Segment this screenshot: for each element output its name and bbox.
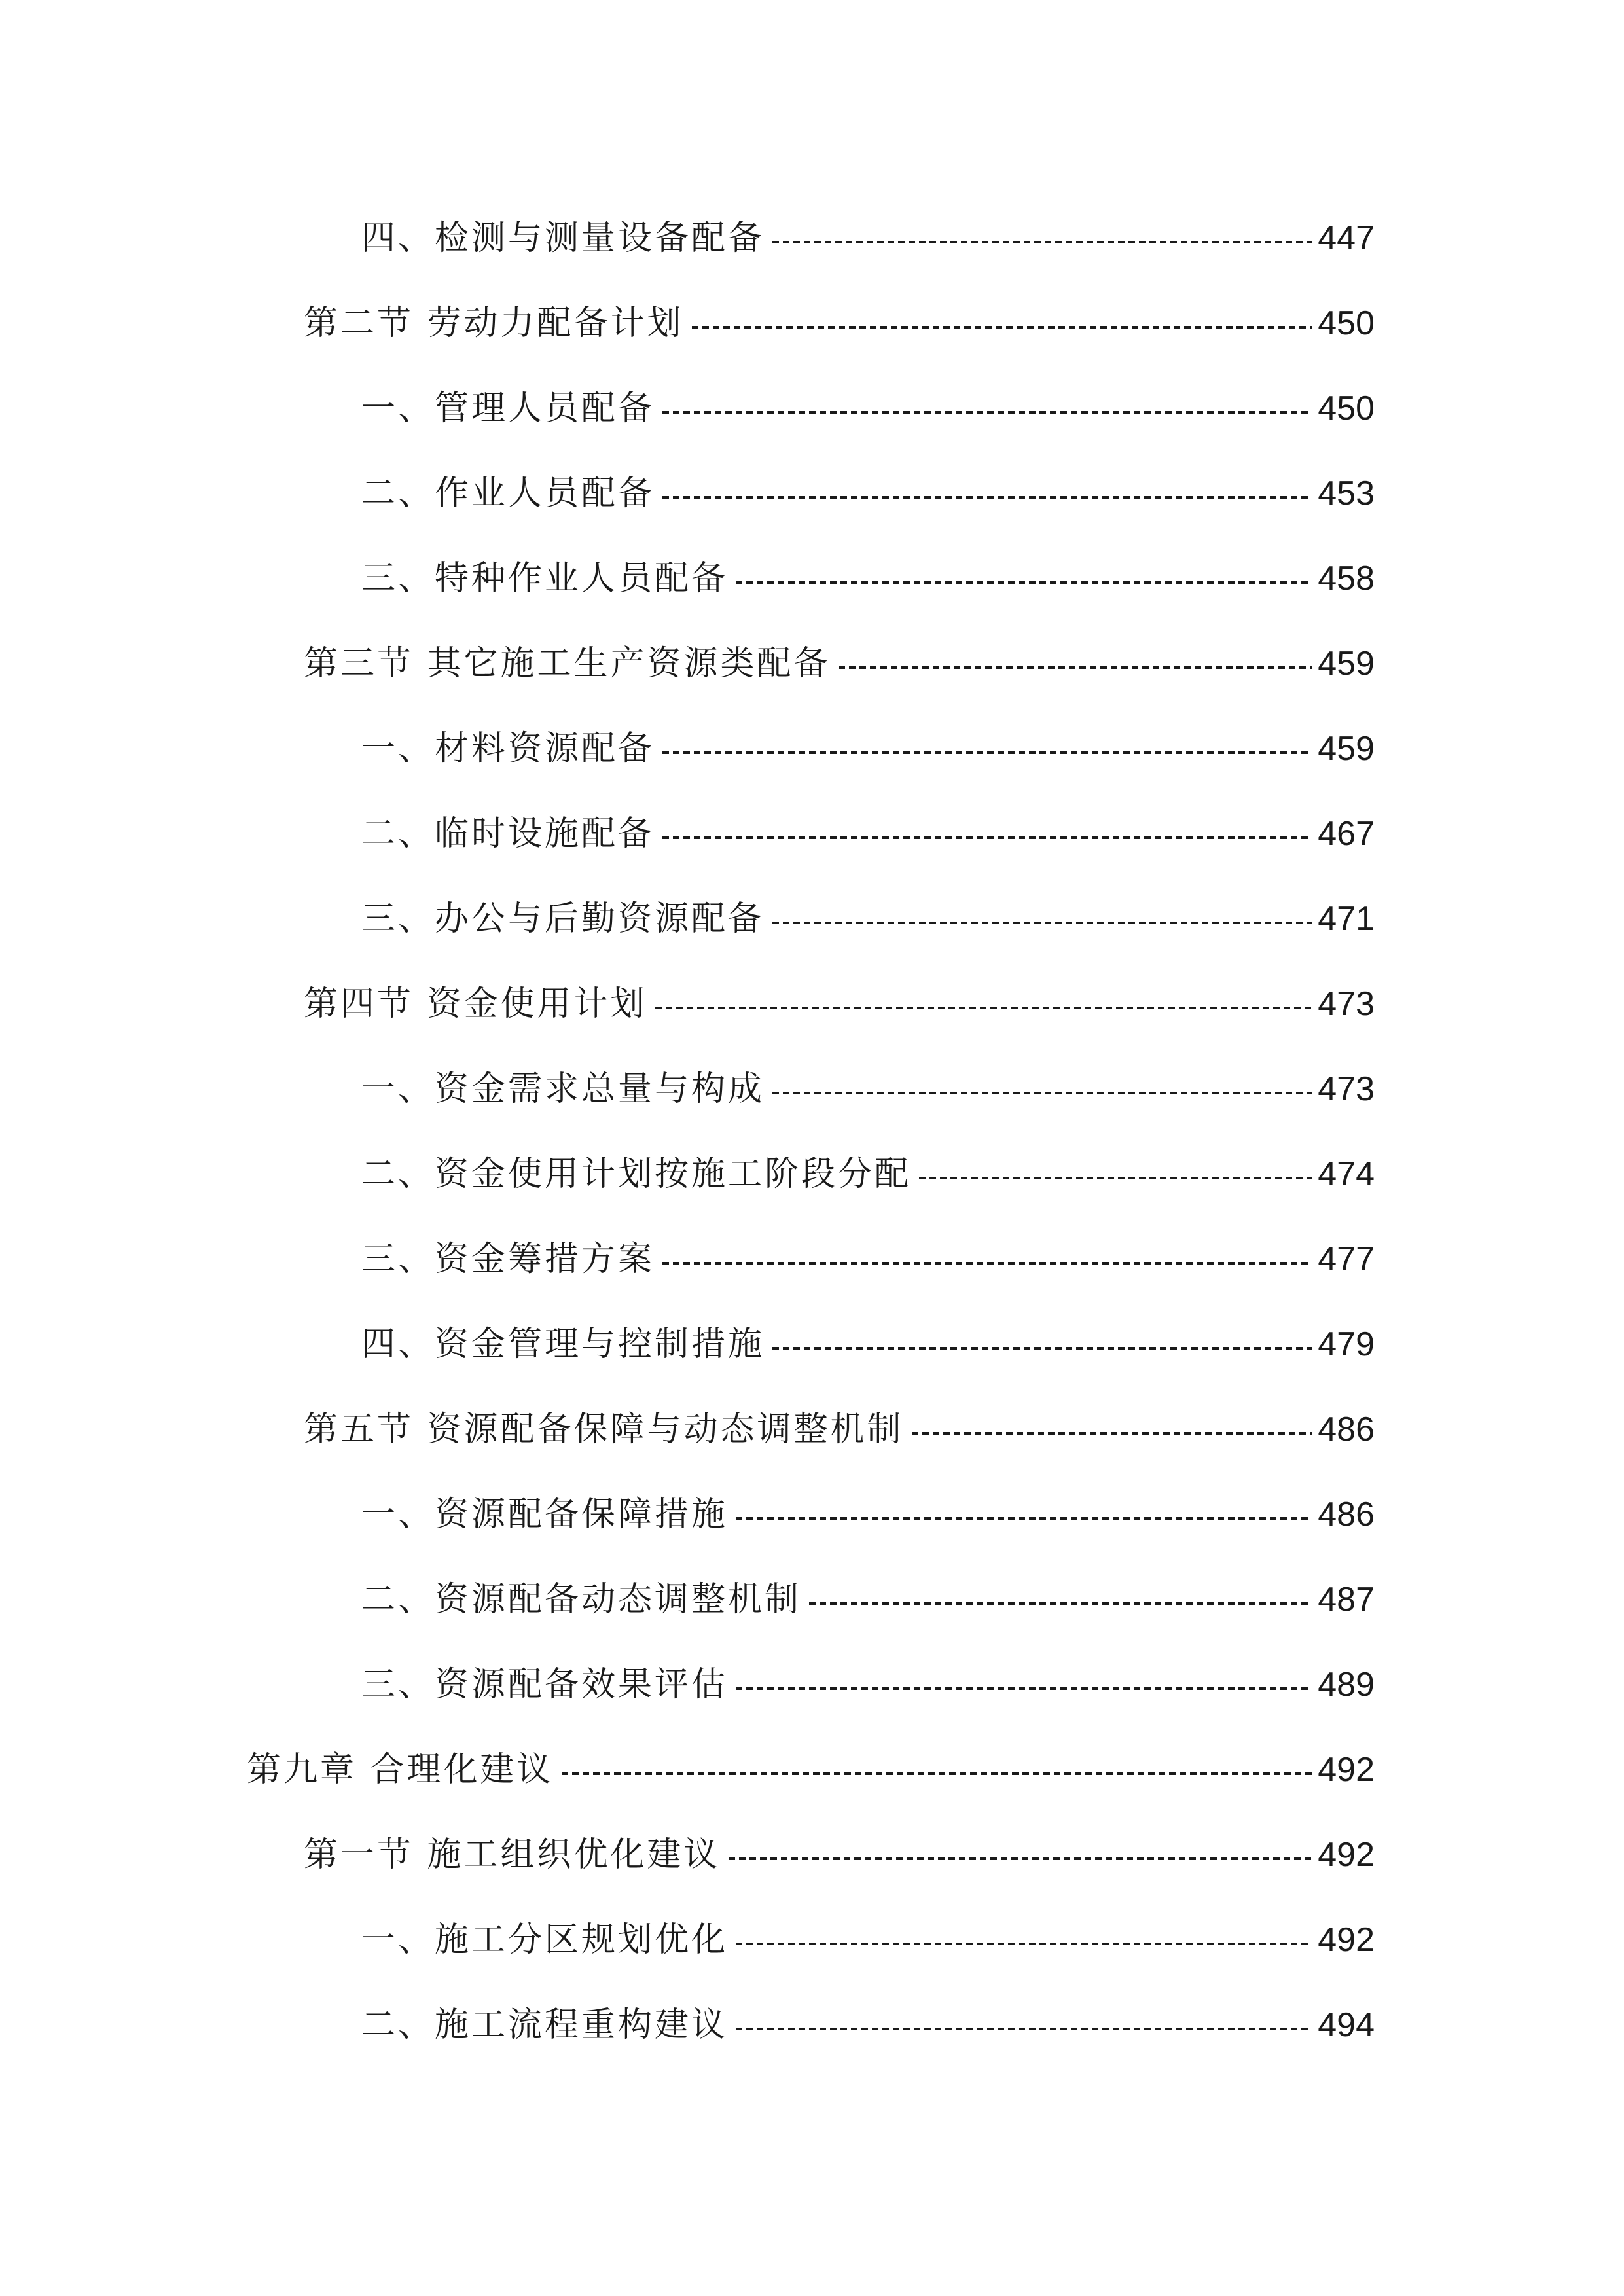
dot-leader [912, 1432, 1313, 1435]
toc-entry[interactable] [361, 888, 1375, 950]
dot-leader [736, 581, 1312, 584]
toc-page-number: 492 [1318, 1921, 1375, 1959]
dot-leader [736, 1517, 1312, 1520]
dot-leader [692, 326, 1313, 329]
dot-leader [772, 1347, 1312, 1350]
toc-entry[interactable] [304, 1398, 1375, 1461]
toc-entry[interactable] [361, 547, 1375, 610]
toc-entry[interactable] [361, 1228, 1375, 1291]
dot-leader [736, 1943, 1312, 1945]
toc-entry-title: 二、施工流程重构建议 [361, 2005, 729, 2045]
toc-page-number: 479 [1318, 1325, 1375, 1363]
toc-entry-title: 第九章 合理化建议 [247, 1750, 554, 1789]
toc-entry-title: 第二节 劳动力配备计划 [304, 304, 684, 343]
toc-entry-title: 二、作业人员配备 [361, 474, 655, 513]
toc-entry-title: 二、资源配备动态调整机制 [361, 1580, 802, 1619]
toc-entry-title: 第五节 资源配备保障与动态调整机制 [304, 1410, 904, 1449]
toc-entry[interactable] [361, 1994, 1375, 2056]
toc-entry-title: 四、资金管理与控制措施 [361, 1325, 765, 1364]
toc-page-number: 487 [1318, 1581, 1375, 1619]
dot-leader [655, 1007, 1313, 1009]
toc-entry-title: 三、办公与后勤资源配备 [361, 899, 765, 939]
toc-entry-title: 四、检测与测量设备配备 [361, 219, 765, 258]
toc-entry[interactable] [361, 802, 1375, 865]
toc-entry-title: 一、施工分区规划优化 [361, 1920, 729, 1960]
toc-entry[interactable] [361, 1909, 1375, 1971]
dot-leader [736, 1687, 1312, 1690]
toc-entry[interactable] [361, 377, 1375, 440]
dot-leader [736, 2028, 1312, 2030]
dot-leader [772, 1092, 1312, 1094]
toc-entry[interactable] [304, 973, 1375, 1035]
toc-entry-title: 二、临时设施配备 [361, 814, 655, 853]
toc-entry-title: 三、资金筹措方案 [361, 1240, 655, 1279]
toc-page-number: 453 [1318, 475, 1375, 512]
toc-page-number: 477 [1318, 1240, 1375, 1278]
toc-entry[interactable] [361, 1653, 1375, 1716]
toc-page-number: 458 [1318, 560, 1375, 598]
toc-entry-title: 第四节 资金使用计划 [304, 984, 647, 1024]
dot-leader [662, 836, 1312, 839]
toc-entry-title: 第一节 施工组织优化建议 [304, 1835, 721, 1874]
toc-page-number: 492 [1318, 1751, 1375, 1789]
toc-page-number: 459 [1318, 645, 1375, 683]
toc-page-number: 486 [1318, 1410, 1375, 1448]
toc-entry[interactable] [304, 292, 1375, 355]
toc-entry-title: 三、资源配备效果评估 [361, 1665, 729, 1704]
toc-page-number: 450 [1318, 304, 1375, 342]
toc-page-number: 471 [1318, 900, 1375, 938]
toc-entry[interactable] [361, 1568, 1375, 1631]
toc-entry[interactable] [304, 1823, 1375, 1886]
dot-leader [662, 1262, 1312, 1265]
toc-entry-title: 一、资金需求总量与构成 [361, 1069, 765, 1109]
toc-page-number: 489 [1318, 1666, 1375, 1704]
toc-page-number: 486 [1318, 1496, 1375, 1534]
toc-page-number: 473 [1318, 1070, 1375, 1108]
toc-entry-title: 第三节 其它施工生产资源类配备 [304, 644, 831, 683]
dot-leader [662, 496, 1312, 499]
toc-entry[interactable] [361, 1313, 1375, 1376]
toc-page-number: 473 [1318, 985, 1375, 1023]
toc-entry[interactable] [361, 1143, 1375, 1206]
toc-page-number: 447 [1318, 219, 1375, 257]
toc-entry[interactable] [361, 1483, 1375, 1546]
toc-entry-title: 二、资金使用计划按施工阶段分配 [361, 1155, 912, 1194]
dot-leader [772, 241, 1312, 243]
toc-entry-title: 一、材料资源配备 [361, 729, 655, 768]
dot-leader [662, 411, 1312, 414]
toc-page-number: 474 [1318, 1155, 1375, 1193]
toc-entry[interactable] [361, 1058, 1375, 1121]
toc-page-number: 459 [1318, 730, 1375, 768]
dot-leader [729, 1857, 1313, 1860]
toc-page-number: 450 [1318, 389, 1375, 427]
toc-entry-title: 三、特种作业人员配备 [361, 559, 729, 598]
toc-entry-title: 一、资源配备保障措施 [361, 1495, 729, 1534]
dot-leader [662, 751, 1312, 754]
dot-leader [919, 1177, 1312, 1179]
toc-page-number: 467 [1318, 815, 1375, 853]
dot-leader [772, 922, 1312, 924]
toc-entry[interactable] [304, 632, 1375, 695]
toc-page-number: 494 [1318, 2006, 1375, 2044]
toc-entry[interactable] [361, 207, 1375, 270]
dot-leader [562, 1772, 1313, 1775]
toc-entry[interactable] [361, 717, 1375, 780]
dot-leader [839, 666, 1313, 669]
toc-entry[interactable] [247, 1738, 1375, 1801]
toc-entry[interactable] [361, 462, 1375, 525]
toc-page-number: 492 [1318, 1836, 1375, 1874]
dot-leader [809, 1602, 1312, 1605]
toc-entry-title: 一、管理人员配备 [361, 389, 655, 428]
